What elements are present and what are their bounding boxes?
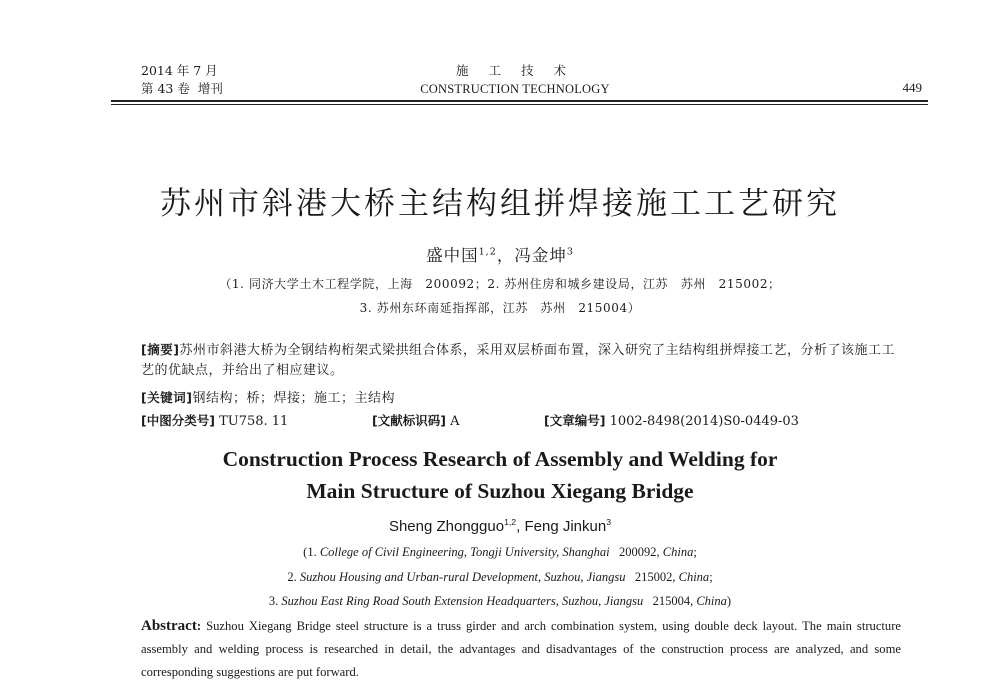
affil-en-1-prefix: (1.	[303, 545, 320, 559]
keywords-cn-text: 钢结构；桥；焊接；施工；主结构	[192, 391, 395, 406]
author-1-en: Sheng Zhongguo	[388, 518, 505, 535]
abstract-cn-label: [摘要]	[141, 342, 180, 357]
abstract-en: Abstract: Suzhou Xiegang Bridge steel structure is a truss girder and arch combination system, using double deck layout. The main structure assembly and welding process is researched in detail, the advantages and disadvantages of the construction process are analyzed, and some corresponding suggestions are put forward.	[141, 618, 901, 679]
affil-en-3-name: Suzhou East Ring Road South Extension Headquarters, Suzhou, Jiangsu	[281, 594, 644, 608]
author-2-cn-affil: 3	[566, 246, 574, 258]
paper-title-en-line-1: Construction Process Research of Assembly and Welding for	[222, 447, 778, 471]
abstract-cn-text: 苏州市斜港大桥为全钢结构桁架式梁拱组合体系，采用双层桥面布置，深入研究了主结构组拼焊接工艺，分析了该施工工艺的优缺点，并给出了相应建议。	[141, 343, 895, 378]
affil-en-2-country: China	[678, 570, 710, 584]
author-1-cn: 盛中国	[426, 246, 479, 265]
doc-code-value: A	[450, 414, 460, 429]
author-2-cn: 冯金坤	[514, 246, 567, 265]
affiliation-cn-line-1: （1. 同济大学土木工程学院，上海 200092；2. 苏州住房和城乡建设局，江苏 苏州 215002；	[219, 277, 781, 291]
affil-en-2-code: 215002	[634, 570, 673, 584]
journal-name	[380, 62, 650, 98]
affil-en-3-prefix: 3.	[268, 594, 282, 608]
issue-date: 2014 年 7 月	[141, 63, 218, 78]
document-code	[372, 411, 459, 429]
running-header-left	[141, 62, 223, 98]
page-number: 449	[902, 80, 922, 95]
clc-label: [中图分类号]	[141, 413, 215, 428]
author-2-en-affil: 3	[606, 517, 612, 527]
affil-en-1-name: College of Civil Engineering, Tongji University, Shanghai	[319, 545, 610, 559]
article-number-value: 1002-8498(2014)S0-0449-03	[609, 414, 799, 429]
affiliation-en-line-2: 2. Suzhou Housing and Urban-rural Development, Suzhou, Jiangsu 215002, China;	[287, 570, 713, 584]
affil-en-3-code: 215004	[652, 594, 691, 608]
header-rule-thin	[111, 104, 928, 105]
affil-en-1-code: 200092	[619, 545, 657, 559]
affil-en-1-country: China	[662, 545, 694, 559]
author-1-cn-affil: 1,2	[478, 246, 497, 258]
affil-en-2-prefix: 2.	[287, 570, 300, 584]
clc-value: TU758. 11	[219, 414, 289, 429]
keywords-cn	[141, 387, 395, 406]
affiliation-cn-line-2: 3. 苏州东环南延指挥部，江苏 苏州 215004）	[359, 301, 641, 315]
abstract-en-label: Abstract	[141, 618, 197, 634]
header-rule-thick	[111, 100, 928, 102]
author-2-en: Feng Jinkun	[524, 518, 607, 535]
keywords-cn-label: [关键词]	[141, 390, 193, 405]
journal-name-en: CONSTRUCTION TECHNOLOGY	[420, 82, 610, 96]
affil-en-2-name: Suzhou Housing and Urban-rural Development, Suzhou, Jiangsu	[299, 570, 626, 584]
paper-title-en-line-2: Main Structure of Suzhou Xiegang Bridge	[306, 479, 694, 503]
authors-cn	[0, 242, 1000, 266]
authors-en	[0, 518, 1000, 535]
abstract-en-text: Suzhou Xiegang Bridge steel structure is a truss girder and arch combination system, using double deck layout. The main structure assembly and welding process is researched in detail, the advantages and disadvantages of the construction process are analyzed, and some corresponding suggestions are put forward.	[141, 619, 901, 679]
article-number-label: [文章编号]	[544, 413, 606, 428]
affil-en-3-country: China	[696, 594, 727, 608]
issue-type: 增刊	[197, 81, 223, 96]
clc-number	[141, 411, 288, 429]
author-separator-cn: ，	[496, 246, 515, 265]
volume-issue	[141, 80, 223, 98]
affiliation-en-line-3: 3. Suzhou East Ring Road South Extension Headquarters, Suzhou, Jiangsu 215004, China)	[268, 594, 732, 608]
abstract-cn	[141, 340, 901, 381]
volume: 第 43 卷	[141, 81, 190, 96]
doc-code-label: [文献标识码]	[372, 413, 446, 428]
article-number	[544, 411, 799, 429]
paper-title-cn: 苏州市斜港大桥主结构组拼焊接施工工艺研究	[160, 186, 840, 222]
author-1-en-affil: 1,2	[504, 517, 517, 527]
journal-name-cn: 施 工 技 术	[456, 63, 574, 78]
affiliation-en-line-1: (1. College of Civil Engineering, Tongji University, Shanghai 200092, China;	[303, 545, 697, 559]
author-separator-en: ,	[516, 518, 525, 535]
